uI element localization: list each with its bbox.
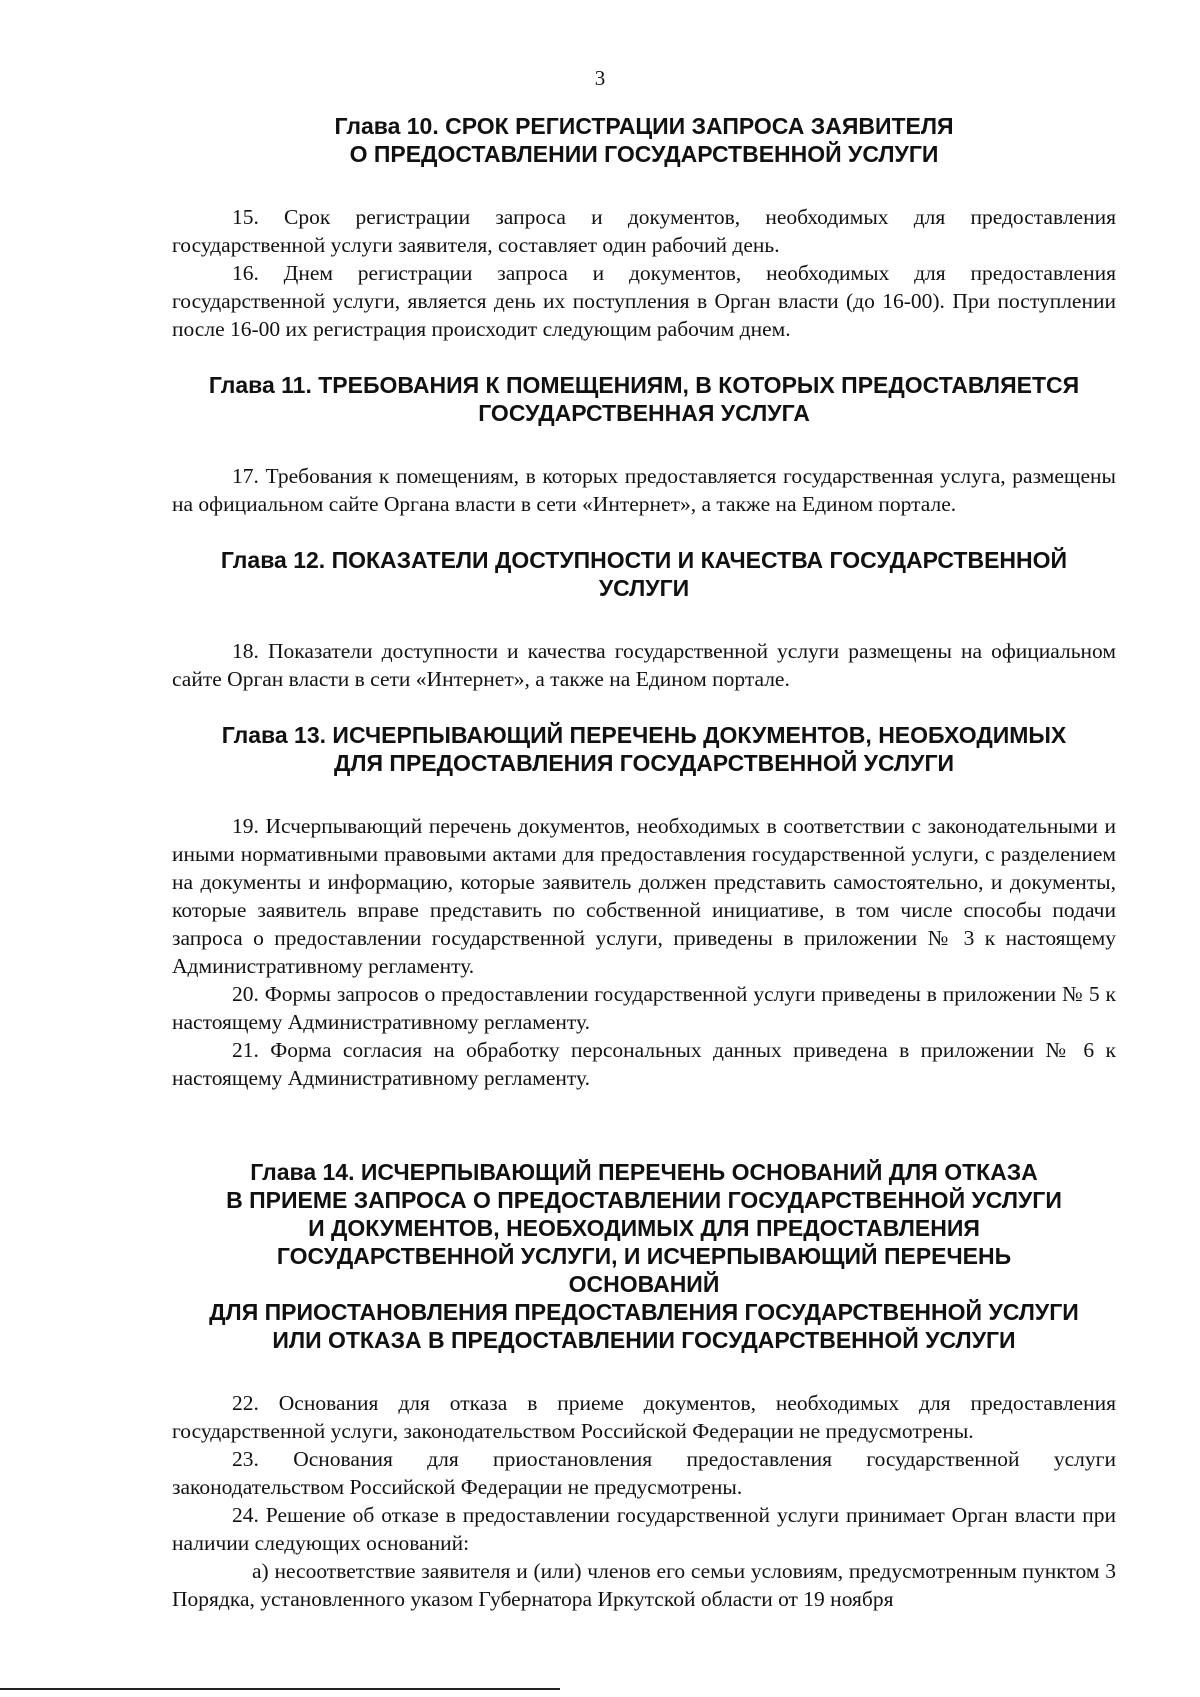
- chapter-11-title: [172, 371, 1116, 427]
- chapter-14: [172, 1158, 1116, 1613]
- chapter-title-line: Глава 10. СРОК РЕГИСТРАЦИИ ЗАПРОСА ЗАЯВИТЕЛЯ: [334, 113, 954, 139]
- chapter-13: [172, 721, 1116, 1092]
- footer-divider: [0, 1688, 560, 1690]
- chapter-title-line: ГОСУДАРСТВЕННАЯ УСЛУГА: [478, 400, 810, 426]
- chapter-11: [172, 371, 1116, 518]
- chapter-13-title: [172, 721, 1116, 777]
- paragraph-17: 17. Требования к помещениям, в которых предоставляется государственная услуга, размещены на официальном сайте Органа власти в сети «Интернет», а также на Едином портале.: [172, 464, 1116, 516]
- chapter-title-line: УСЛУГИ: [598, 575, 690, 601]
- chapter-title-line: ДЛЯ ПРЕДОСТАВЛЕНИЯ ГОСУДАРСТВЕННОЙ УСЛУГИ: [333, 750, 955, 776]
- paragraph-24: 24. Решение об отказе в предоставлении государственной услуги принимает Орган власти при наличии следующих оснований:: [172, 1503, 1116, 1555]
- chapter-title-line: И ДОКУМЕНТОВ, НЕОБХОДИМЫХ ДЛЯ ПРЕДОСТАВЛЕНИЯ: [308, 1215, 980, 1241]
- paragraph-22: 22. Основания для отказа в приеме документов, необходимых для предоставления государственной услуги, законодательством Российской Федерации не предусмотрены.: [172, 1391, 1116, 1443]
- chapter-title-line: В ПРИЕМЕ ЗАПРОСА О ПРЕДОСТАВЛЕНИИ ГОСУДАРСТВЕННОЙ УСЛУГИ: [226, 1187, 1062, 1213]
- chapter-title-line: Глава 12. ПОКАЗАТЕЛИ ДОСТУПНОСТИ И КАЧЕСТВА ГОСУДАРСТВЕННОЙ: [220, 547, 1068, 573]
- paragraph-19: 19. Исчерпывающий перечень документов, необходимых в соответствии с законодательными и иными нормативными правовыми актами для предоставления государственной услуги, с разделением на документы и информацию, которые заявитель должен представить самостоятельно, и документы, которые заявитель вправе представить по собственной инициативе, в том числе способы подачи запроса о предоставлении государственной услуги, приведены в приложении № 3 к настоящему Административному регламенту.: [172, 814, 1116, 978]
- chapter-12-title: [172, 546, 1116, 602]
- chapter-title-line: ИЛИ ОТКАЗА В ПРЕДОСТАВЛЕНИИ ГОСУДАРСТВЕННОЙ УСЛУГИ: [272, 1327, 1016, 1353]
- paragraph-18: 18. Показатели доступности и качества государственной услуги размещены на официальном сайте Орган власти в сети «Интернет», а также на Едином портале.: [172, 639, 1116, 691]
- paragraph-16: 16. Днем регистрации запроса и документов, необходимых для предоставления государственной услуги, является день их поступления в Орган власти (до 16-00). При поступлении после 16-00 их регистрация происходит следующим рабочим днем.: [172, 261, 1116, 341]
- paragraph-23: 23. Основания для приостановления предоставления государственной услуги законодательством Российской Федерации не предусмотрены.: [172, 1447, 1116, 1499]
- document-body: [172, 112, 1116, 1613]
- paragraph-20: 20. Формы запросов о предоставлении государственной услуги приведены в приложении № 5 к настоящему Административному регламенту.: [172, 982, 1116, 1034]
- chapter-title-line: Глава 13. ИСЧЕРПЫВАЮЩИЙ ПЕРЕЧЕНЬ ДОКУМЕНТОВ, НЕОБХОДИМЫХ: [221, 722, 1067, 748]
- chapter-10-title: [172, 112, 1116, 168]
- chapter-10: [172, 112, 1116, 343]
- chapter-title-line: ДЛЯ ПРИОСТАНОВЛЕНИЯ ПРЕДОСТАВЛЕНИЯ ГОСУДАРСТВЕННОЙ УСЛУГИ: [209, 1299, 1079, 1325]
- chapter-14-title: [172, 1158, 1116, 1354]
- paragraph-15: 15. Срок регистрации запроса и документов, необходимых для предоставления государственной услуги заявителя, составляет один рабочий день.: [172, 205, 1116, 257]
- chapter-title-line: Глава 14. ИСЧЕРПЫВАЮЩИЙ ПЕРЕЧЕНЬ ОСНОВАНИЙ ДЛЯ ОТКАЗА: [250, 1159, 1038, 1185]
- chapter-title-line: Глава 11. ТРЕБОВАНИЯ К ПОМЕЩЕНИЯМ, В КОТОРЫХ ПРЕДОСТАВЛЯЕТСЯ: [208, 372, 1080, 398]
- paragraph-21: 21. Форма согласия на обработку персональных данных приведена в приложении № 6 к настоящему Административному регламенту.: [172, 1038, 1116, 1090]
- page-number: 3: [594, 66, 606, 90]
- chapter-12: [172, 546, 1116, 693]
- chapter-title-line: ГОСУДАРСТВЕННОЙ УСЛУГИ, И ИСЧЕРПЫВАЮЩИЙ ПЕРЕЧЕНЬ: [276, 1243, 1012, 1269]
- paragraph-24-item-a: а) несоответствие заявителя и (или) членов его семьи условиям, предусмотренным пунктом 3 Порядка, установленного указом Губернатора Иркутской области от 19 ноября: [172, 1559, 1116, 1611]
- chapter-title-line: О ПРЕДОСТАВЛЕНИИ ГОСУДАРСТВЕННОЙ УСЛУГИ: [349, 141, 939, 167]
- chapter-title-line: ОСНОВАНИЙ: [568, 1271, 720, 1297]
